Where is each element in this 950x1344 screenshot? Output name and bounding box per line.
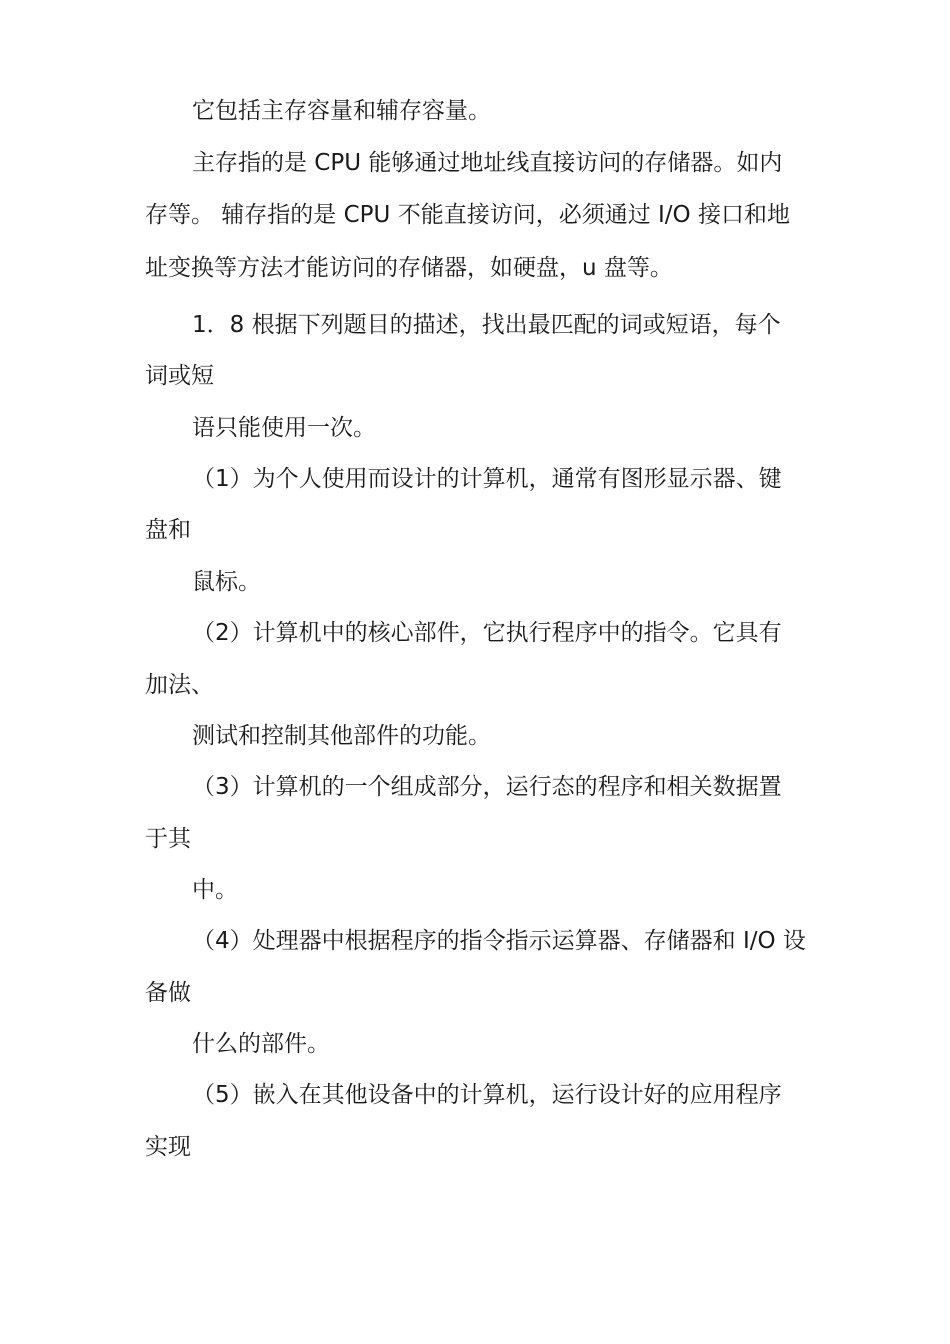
- text-line: 盘和: [145, 517, 191, 543]
- text-line: （2）计算机中的核心部件，它执行程序中的指令。它具有: [192, 620, 782, 646]
- text-line: 测试和控制其他部件的功能。: [192, 723, 491, 749]
- text-line: 什么的部件。: [192, 1031, 330, 1057]
- text-line: （5）嵌入在其他设备中的计算机，运行设计好的应用程序: [192, 1082, 782, 1108]
- text-line: 主存指的是 CPU 能够通过地址线直接访问的存储器。如内: [192, 150, 783, 176]
- text-line: 它包括主存容量和辅存容量。: [192, 98, 491, 124]
- text-line: 备做: [145, 980, 191, 1006]
- text-line: 鼠标。: [192, 569, 261, 595]
- text-line: 于其: [145, 826, 191, 852]
- text-line: 址变换等方法才能访问的存储器，如硬盘，u 盘等。: [145, 255, 673, 281]
- text-line: 中。: [192, 877, 238, 903]
- text-line: 1．8 根据下列题目的描述，找出最匹配的词或短语，每个: [192, 312, 781, 338]
- text-line: 实现: [145, 1134, 191, 1160]
- text-line: 语只能使用一次。: [192, 415, 376, 441]
- text-line: （1）为个人使用而设计的计算机，通常有图形显示器、键: [192, 466, 782, 492]
- text-line: 加法、: [145, 672, 214, 698]
- text-line: 词或短: [145, 363, 214, 389]
- text-line: （4）处理器中根据程序的指令指示运算器、存储器和 I/O 设: [192, 928, 806, 954]
- text-line: 存等。 辅存指的是 CPU 不能直接访问，必须通过 I/O 接口和地: [145, 202, 790, 228]
- text-line: （3）计算机的一个组成部分，运行态的程序和相关数据置: [192, 774, 782, 800]
